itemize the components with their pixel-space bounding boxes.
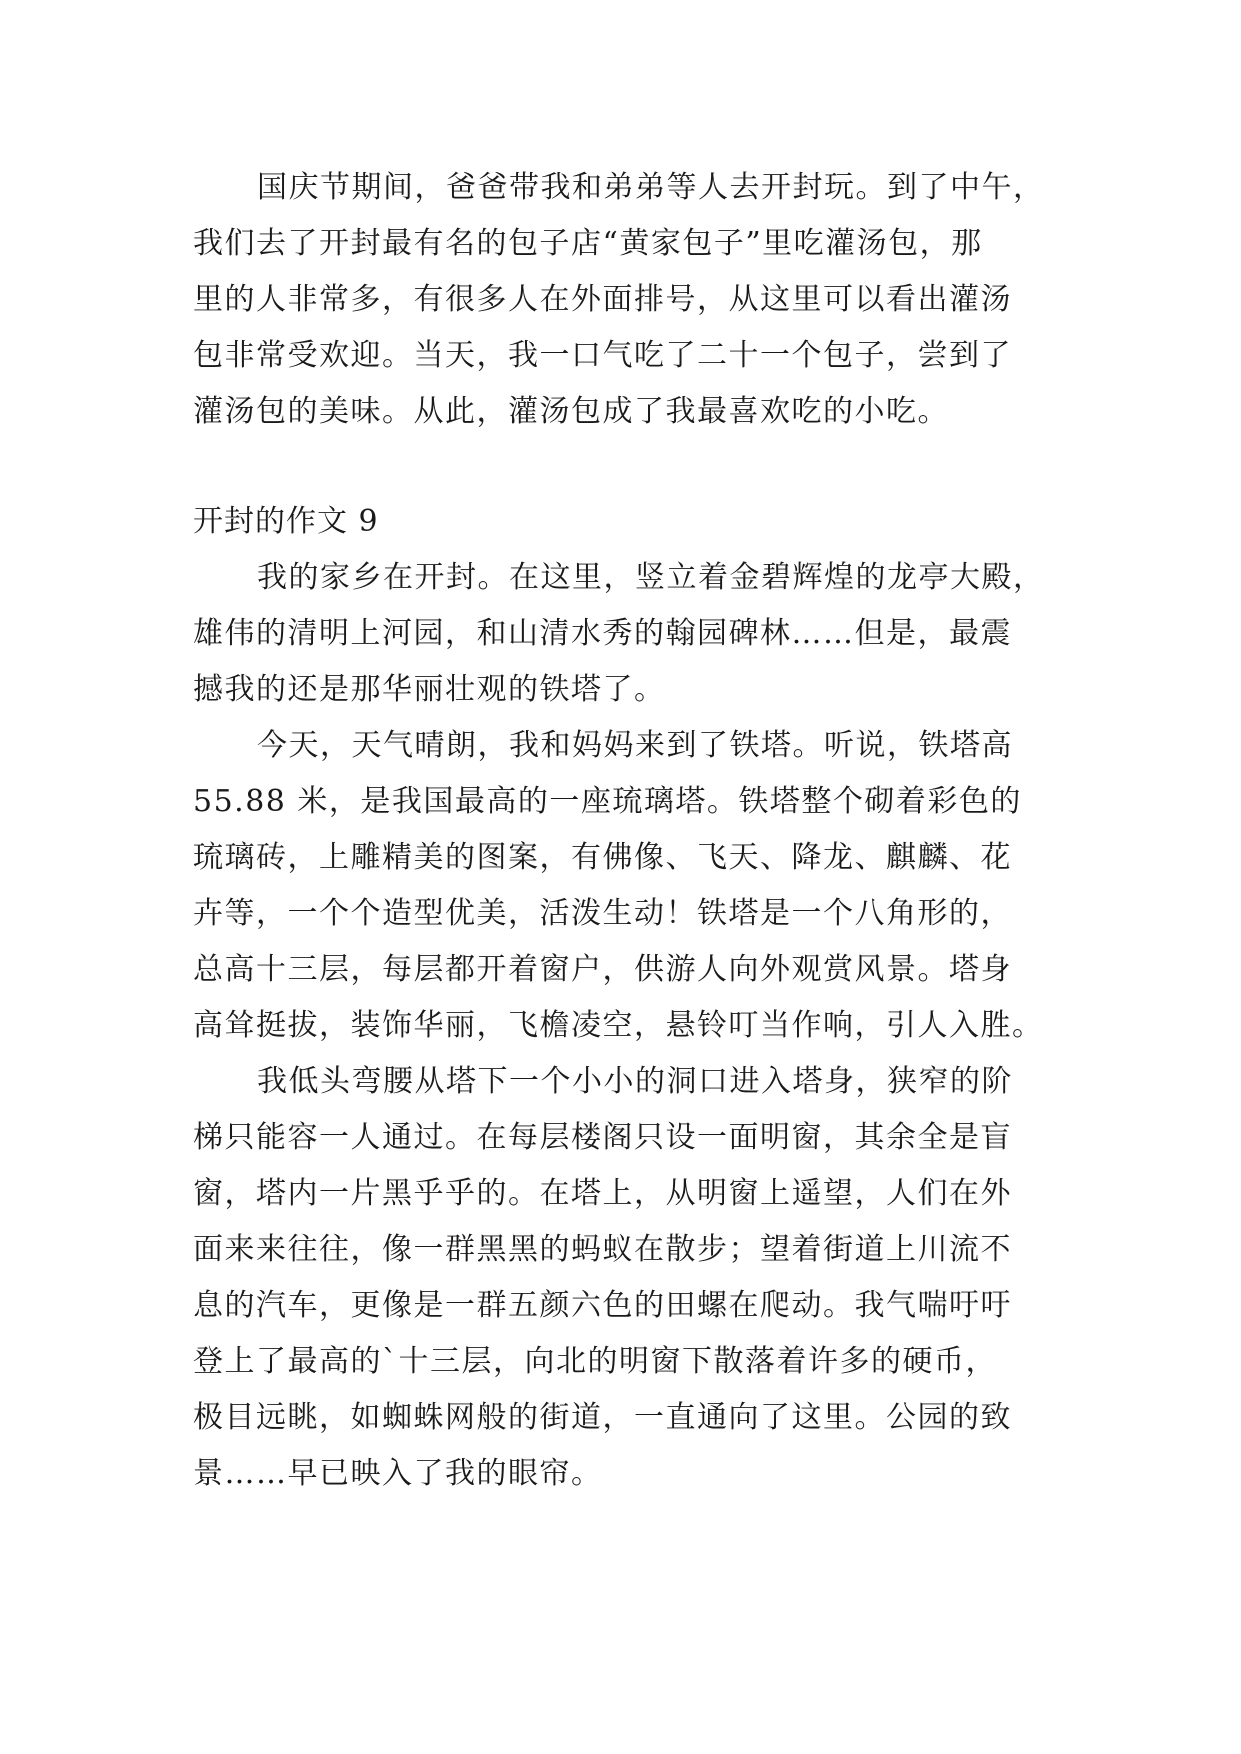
paragraph-line: 我们去了开封最有名的包子店“黄家包子”里吃灌汤包，那 [193, 226, 983, 261]
paragraph-line: 极目远眺，如蜘蛛网般的街道，一直通向了这里。公园的致 [193, 1400, 1012, 1435]
paragraph-line: 卉等，一个个造型优美，活泼生动！铁塔是一个八角形的， [193, 896, 1012, 931]
paragraph-line: 国庆节期间，爸爸带我和弟弟等人去开封玩。到了中午， [257, 170, 1045, 205]
paragraph-line: 雄伟的清明上河园，和山清水秀的翰园碑林……但是，最震 [193, 616, 1012, 651]
paragraph-2 [193, 550, 1055, 718]
section-title: 开封的作文 9 [193, 504, 379, 539]
paragraph-line: 高耸挺拔，装饰华丽，飞檐凌空，悬铃叮当作响，引人入胜。 [193, 1008, 1044, 1043]
paragraph-line: 琉璃砖，上雕精美的图案，有佛像、飞天、降龙、麒麟、花 [193, 840, 1012, 875]
paragraph-1 [193, 160, 1055, 440]
paragraph-line: 我低头弯腰从塔下一个小小的洞口进入塔身，狭窄的阶 [257, 1064, 1013, 1099]
paragraph-4 [193, 1054, 1055, 1502]
paragraph-line: 面来来往往，像一群黑黑的蚂蚁在散步；望着街道上川流不 [193, 1232, 1012, 1267]
paragraph-line: 灌汤包的美味。从此，灌汤包成了我最喜欢吃的小吃。 [193, 394, 949, 429]
paragraph-line: 包非常受欢迎。当天，我一口气吃了二十一个包子，尝到了 [193, 338, 1012, 373]
paragraph-line: 窗，塔内一片黑乎乎的。在塔上，从明窗上遥望，人们在外 [193, 1176, 1012, 1211]
paragraph-line: 里的人非常多，有很多人在外面排号，从这里可以看出灌汤 [193, 282, 1012, 317]
paragraph-line: 总高十三层，每层都开着窗户，供游人向外观赏风景。塔身 [193, 952, 1012, 987]
paragraph-3 [193, 718, 1055, 1054]
paragraph-line: 景……早已映入了我的眼帘。 [193, 1456, 603, 1491]
document-page [193, 160, 1055, 1502]
paragraph-line: 今天，天气晴朗，我和妈妈来到了铁塔。听说，铁塔高 [257, 728, 1013, 763]
paragraph-line: 我的家乡在开封。在这里，竖立着金碧辉煌的龙亭大殿， [257, 560, 1045, 595]
paragraph-line: 梯只能容一人通过。在每层楼阁只设一面明窗，其余全是盲 [193, 1120, 1012, 1155]
paragraph-line: 息的汽车，更像是一群五颜六色的田螺在爬动。我气喘吁吁 [193, 1288, 1012, 1323]
paragraph-line: 登上了最高的`十三层，向北的明窗下散落着许多的硬币， [193, 1344, 997, 1379]
paragraph-line: 55.88 米，是我国最高的一座琉璃塔。铁塔整个砌着彩色的 [193, 784, 1022, 819]
paragraph-line: 撼我的还是那华丽壮观的铁塔了。 [193, 672, 666, 707]
